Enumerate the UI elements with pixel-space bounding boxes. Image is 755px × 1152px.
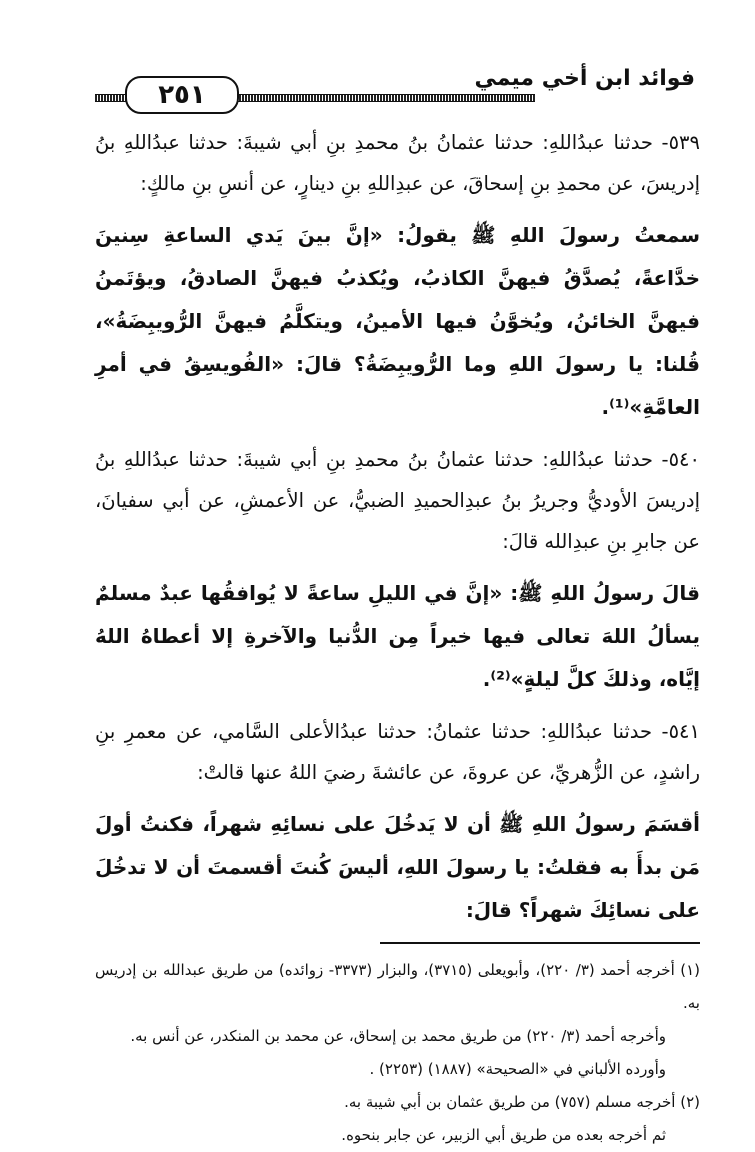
footnote-1: (١) أخرجه أحمد (٣/ ٢٢٠)، وأبويعلى (٣٧١٥)، والبزار (٣٣٧٣- زوائده) من طريق عبدالله بن إدريس به. — [95, 961, 700, 1012]
hadith-539-matn: سمعتُ رسولَ اللهِ ﷺ يقولُ: «إنَّ بينَ يَدي الساعةِ سِنينَ خدَّاعةً، يُصدَّقُ فيهنَّ الكاذبُ، ويُكذبُ فيهنَّ الصادقُ، ويؤتَمنُ فيهنَّ الخائنُ، ويُخوَّنُ فيها الأمينُ، ويتكلَّمُ فيهنَّ الرُّويبِضَةُ»، قُلنا: يا رسولَ اللهِ وما الرُّويبِضَةُ؟ قالَ: «الفُويسِقُ في أمرِ العامَّةِ»⁽¹⁾. — [95, 223, 700, 419]
footnotes — [95, 954, 700, 1152]
page-body — [95, 122, 700, 1152]
footnote-separator — [380, 942, 700, 944]
hadith-541-matn: أقسَمَ رسولُ اللهِ ﷺ أن لا يَدخُلَ على نسائِهِ شهراً، فكنتُ أولَ مَن بدأَ به فقلتُ: يا رسولَ اللهِ، أليسَ كُنتَ أقسمتَ أن لا تدخُلَ على نسائِكَ شهراً؟ قالَ: — [95, 812, 700, 922]
hadith-540-matn: قالَ رسولُ اللهِ ﷺ: «إنَّ في الليلِ ساعةً لا يُوافقُها عبدٌ مسلمٌ يسألُ اللهَ تعالى فيها خيراً مِن الدُّنيا والآخرةِ إلا أعطاهُ اللهُ إيَّاه، وذلكَ كلَّ ليلةٍ»⁽²⁾. — [95, 581, 700, 691]
hadith-541-isnad: ٥٤١- حدثنا عبدُاللهِ: حدثنا عثمانُ: حدثنا عبدُالأعلى السَّامي، عن معمرِ بنِ راشدٍ، عن الزُّهريِّ، عن عروةَ، عن عائشةَ رضيَ اللهُ عنها قالتْ: — [95, 720, 700, 784]
hadith-539-isnad: ٥٣٩- حدثنا عبدُاللهِ: حدثنا عثمانُ بنُ محمدِ بنِ أبي شيبةَ: حدثنا عبدُاللهِ بنُ إدريسَ، عن محمدِ بنِ إسحاقَ، عن عبدِاللهِ بنِ دينارٍ، عن أنسِ بنِ مالكٍ: — [95, 131, 700, 195]
footnote-2-cont: ثم أخرجه بعده من طريق أبي الزبير، عن جابر بنحوه. — [341, 1126, 666, 1144]
footnote-1-cont-a: وأخرجه أحمد (٣/ ٢٢٠) من طريق محمد بن إسحاق، عن محمد بن المنكدر، عن أنس به. — [130, 1027, 666, 1045]
footnote-2: (٢) أخرجه مسلم (٧٥٧) من طريق عثمان بن أبي شيبة به. — [344, 1093, 700, 1111]
page-header — [95, 66, 695, 112]
footnote-1-cont-b: وأورده الألباني في «الصحيحة» (١٨٨٧) (٢٢٥٣) . — [369, 1060, 666, 1078]
book-title: فوائد ابن أخي ميمي — [474, 66, 695, 91]
hadith-540-isnad: ٥٤٠- حدثنا عبدُاللهِ: حدثنا عثمانُ بنُ محمدِ بنِ أبي شيبةَ: حدثنا عبدُاللهِ بنُ إدريسَ الأوديُّ وجريرُ بنُ عبدِالحميدِ الضبيُّ، عن الأعمشِ، عن أبي سفيانَ، عن جابرِ بنِ عبدِالله قالَ: — [95, 448, 700, 553]
page-number: ٢٥١ — [125, 76, 239, 114]
